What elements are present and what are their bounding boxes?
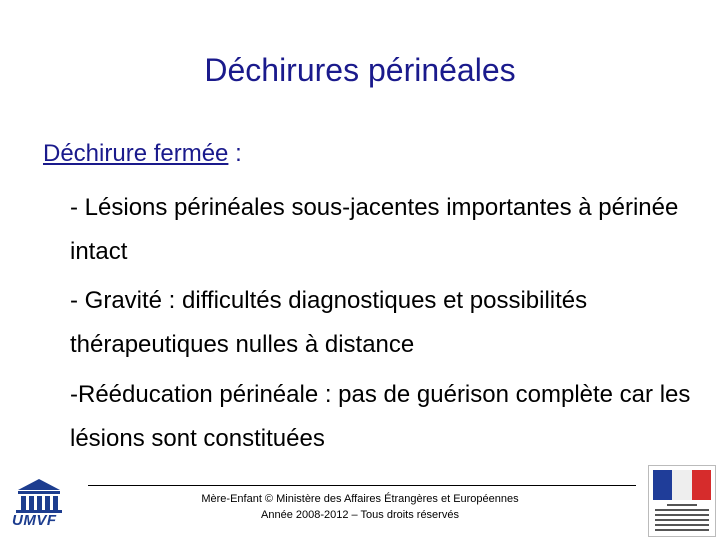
slide-subtitle <box>43 140 242 168</box>
subtitle-colon: : <box>228 140 242 167</box>
bullet-2: - Gravité : difficultés diagnostiques et possibilités thérapeutiques nulles à distance <box>70 287 588 358</box>
subtitle-underlined: Déchirure fermée <box>43 140 229 167</box>
ministry-text-lines <box>655 504 709 534</box>
slide-title: Déchirures périnéales <box>204 52 516 88</box>
footer <box>140 491 580 523</box>
footer-line-1: Mère-Enfant © Ministère des Affaires Étrangères et Européennes <box>201 493 519 505</box>
umvf-logo-text: UMVF <box>12 512 57 529</box>
flag-icon <box>653 470 711 500</box>
ministry-logo-icon <box>648 465 716 537</box>
footer-line-2: Année 2008-2012 – Tous droits réservés <box>261 509 459 521</box>
bullet-1: - Lésions périnéales sous-jacentes importantes à périnée intact <box>70 194 679 265</box>
bullet-3: -Rééducation périnéale : pas de guérison complète car les lésions sont constituées <box>70 381 691 452</box>
footer-divider <box>88 485 636 486</box>
